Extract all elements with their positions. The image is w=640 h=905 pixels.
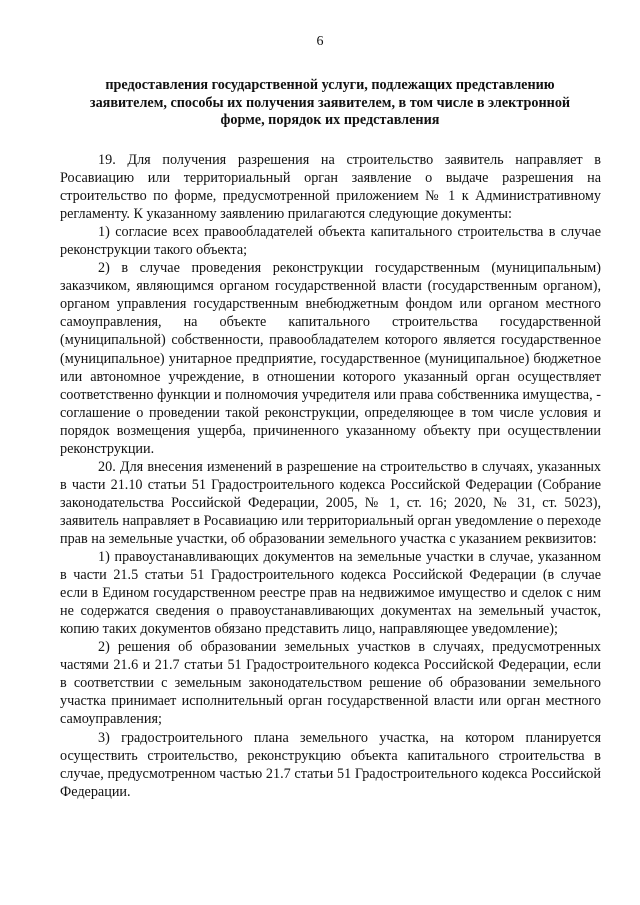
section-heading: [70, 77, 590, 130]
heading-line: заявителем, способы их получения заявителем, в том числе в электронной: [89, 94, 571, 111]
paragraph-subitem-20-2: 2) решения об образовании земельных участков в случаях, предусмотренных частями 21.6 и 21.7 статьи 51 Градостроительного кодекса Российской Федерации, если в соответствии с земельным законодательством решение об образовании земельного участка принимает исполнительный орган государственной власти или орган местного самоуправления;: [60, 639, 601, 728]
heading-line: форме, порядок их представления: [220, 112, 440, 128]
document-body: [60, 151, 601, 801]
page-number: 6: [316, 34, 324, 49]
paragraph-subitem-19-2: 2) в случае проведения реконструкции государственным (муниципальным) заказчиком, являющимся органом государственной власти (государственным органом), органом управления государственным внебюджетным фондом или органом местного самоуправления, на объекте капитального строительства государственной (муниципальной) собственности, правообладателем которого является государственное (муниципальное) унитарное предприятие, государственное (муниципальное) бюджетное или автономное учреждение, в отношении которого указанный орган осуществляет соответственно функции и полномочия учредителя или права собственника имущества, - соглашение о проведении такой реконструкции, определяющее в том числе условия и порядок возмещения ущерба, причиненного указанному объекту при осуществлении реконструкции.: [60, 260, 601, 457]
paragraph-subitem-20-3: 3) градостроительного плана земельного участка, на котором планируется осуществить строительство, реконструкцию объекта капитального строительства в случае, предусмотренном частью 21.7 статьи 51 Градостроительного кодекса Российской Федерации.: [60, 729, 601, 800]
paragraph-item-19: 19. Для получения разрешения на строительство заявитель направляет в Росавиацию или территориальный орган заявление о выдаче разрешения на строительство по форме, предусмотренной приложением № 1 к Административному регламенту. К указанному заявлению прилагаются следующие документы:: [60, 152, 601, 223]
paragraph-subitem-20-1: 1) правоустанавливающих документов на земельные участки в случае, указанном в части 21.5 статьи 51 Градостроительного кодекса Российской Федерации (в случае если в Едином государственном реестре прав на недвижимое имущество и сделок с ним не содержатся сведения о правоустанавливающих документах на земельный участок, копию таких документов обязано представить лицо, направляющее уведомление);: [60, 549, 601, 638]
paragraph-subitem-19-1: 1) согласие всех правообладателей объекта капитального строительства в случае реконструкции такого объекта;: [60, 224, 601, 259]
heading-line: предоставления государственной услуги, подлежащих представлению: [105, 77, 555, 93]
paragraph-item-20: 20. Для внесения изменений в разрешение на строительство в случаях, указанных в части 21.10 статьи 51 Градостроительного кодекса Российской Федерации (Собрание законодательства Российской Федерации, 2005, № 1, ст. 16; 2020, № 31, ст. 5023), заявитель направляет в Росавиацию или территориальный орган уведомление о переходе прав на земельные участки, об образовании земельного участка с указанием реквизитов:: [60, 458, 601, 547]
